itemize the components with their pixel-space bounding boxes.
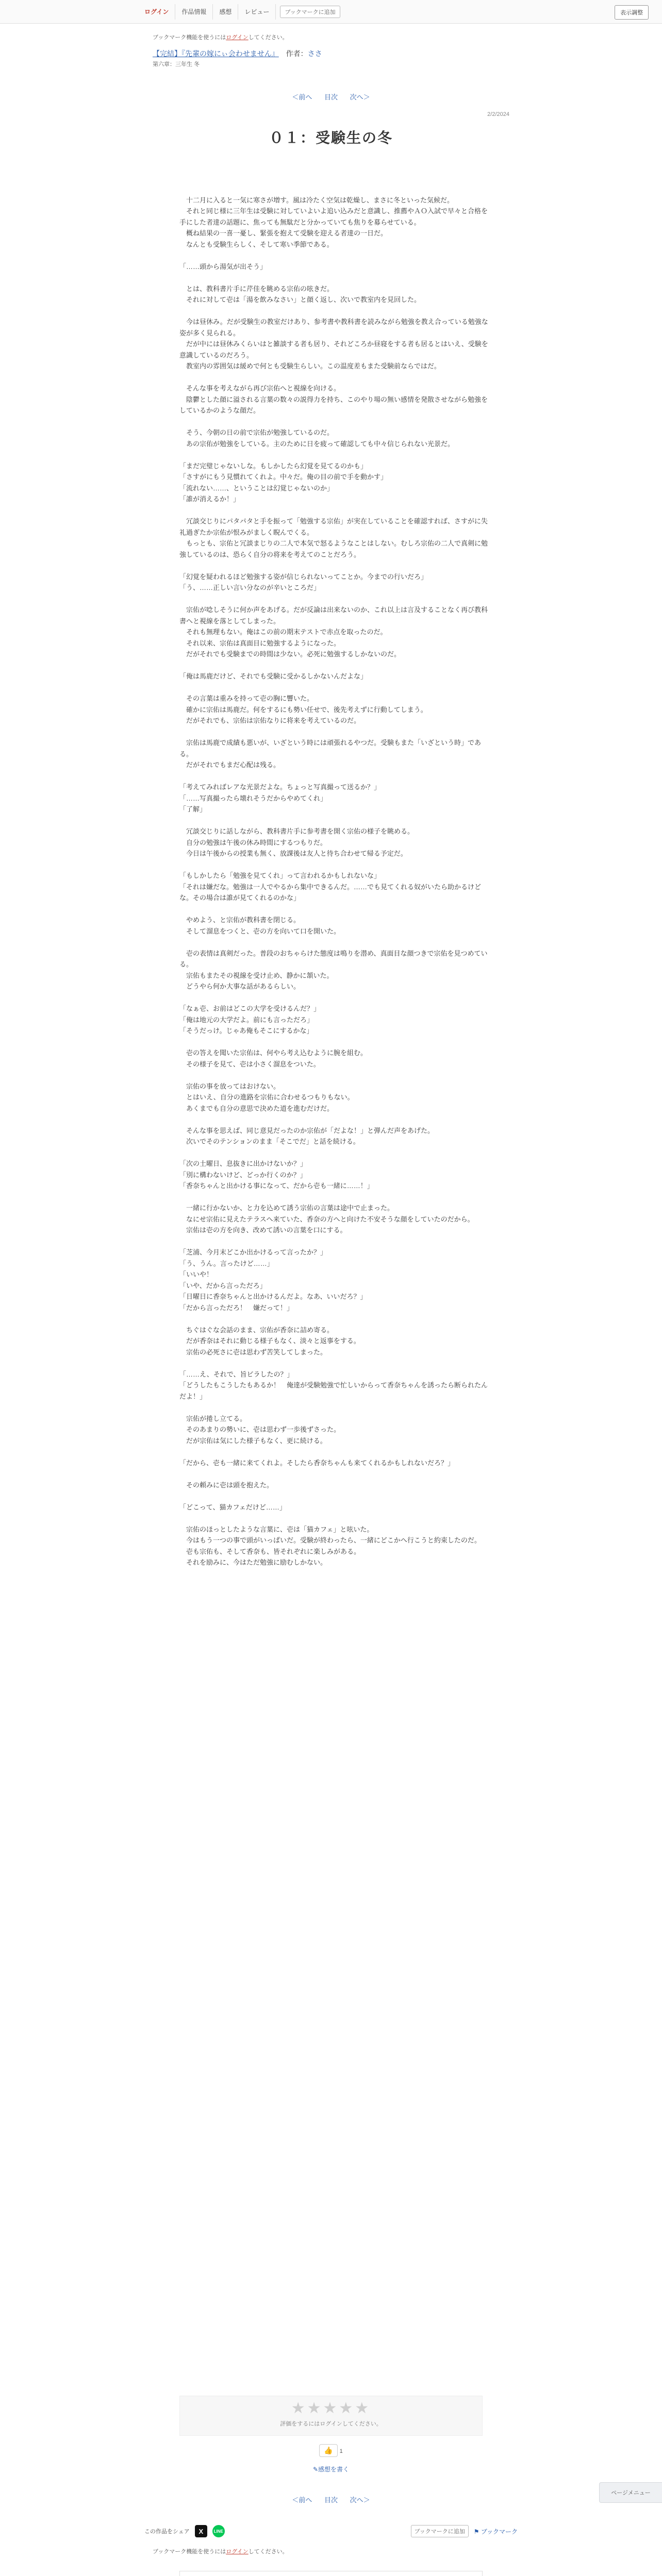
chapter-breadcrumb: 第六章：三年生 冬: [153, 61, 200, 67]
body-paragraph: 壱の答えを聞いた宗佑は、何やら考え込むように腕を組む。: [179, 1049, 368, 1057]
nav-impressions[interactable]: 感想: [213, 4, 238, 20]
nav-work-info[interactable]: 作品情報: [175, 4, 213, 20]
body-paragraph: [179, 937, 489, 948]
body-paragraph: それに対して壱は「湯を飲みなさい」と顔く返し、次いで教室内を見回した。: [179, 296, 421, 303]
body-paragraph: [179, 1490, 489, 1502]
pencil-icon: ✎: [312, 2466, 319, 2473]
body-paragraph: [179, 372, 489, 383]
body-paragraph: [179, 1313, 489, 1325]
work-heading: [153, 48, 322, 59]
body-paragraph: 次いでそのテンションのまま「そこでだ」と話を続ける。: [179, 1138, 360, 1145]
like-area: [0, 2444, 662, 2457]
body-paragraph: 「まだ完璧じゃないしな。もしかしたら幻覚を見てるのかも」: [179, 462, 368, 470]
pager-top: [0, 92, 662, 101]
body-paragraph: 宗佑のほっとしたような言葉に、壱は「猫カフェ」と呟いた。: [179, 1525, 374, 1533]
body-paragraph: それ以来、宗佑は真面目に勉強するようになった。: [179, 639, 341, 647]
bookmark-login-link[interactable]: ログイン: [226, 35, 249, 41]
bookmark-add-button[interactable]: ブックマークに追加: [280, 6, 340, 18]
body-paragraph: とはいえ、自分の進路を宗佑に合わせるつもりもない。: [179, 1093, 354, 1101]
body-paragraph: [179, 594, 489, 605]
line-share-icon[interactable]: LINE: [212, 2525, 225, 2537]
body-paragraph: あくまでも自分の意思で決めた道を進むだけだ。: [179, 1104, 334, 1112]
body-paragraph: [179, 771, 489, 782]
bookmark-login-note-bottom: ブックマーク機能を使うにはログインしてください。: [153, 2549, 288, 2555]
body-paragraph: 「了解」: [179, 805, 207, 813]
body-paragraph: 今は昼休み。だが受験生の教室だけあり、参考書や教科書を読みながら勉強を教え合っている勉強な姿が多く見られる。: [179, 318, 488, 337]
body-paragraph: もっとも、宗佑と冗談まじりの二人で本気で怒るようなことはしない。むしろ宗佑の二人で真剣に勉強しているのは、恐らく自分の将来を考えてのことだろう。: [179, 539, 488, 558]
body-paragraph: [179, 859, 489, 871]
body-paragraph: だがそれでもまだ心配は残る。: [179, 761, 280, 769]
body-paragraph: 「流れない……、ということは幻覚じゃないのか」: [179, 484, 334, 492]
body-paragraph: [179, 1468, 489, 1480]
body-paragraph: [179, 1358, 489, 1369]
body-paragraph: 「そうだっけ。じゃあ俺もそこにするかな」: [179, 1027, 313, 1035]
body-paragraph: そのあまりの勢いに、壱は思わず一歩後ずさった。: [179, 1426, 341, 1433]
body-paragraph: [179, 726, 489, 738]
rating-hint: 評価をするにはログインしてください。: [280, 2421, 382, 2427]
episode-date: 2/2/2024: [487, 111, 509, 117]
body-paragraph: 十二月に入ると一気に寒さが増す。風は冷たく空気は乾燥し、まさに冬といった気候だ。: [179, 196, 454, 204]
body-paragraph: その様子を見て、壱は小さく溜息をついた。: [179, 1060, 320, 1068]
body-paragraph: 宗佑は壱の方を向き、改めて誘いの言葉を口にする。: [179, 1226, 347, 1234]
body-paragraph: そう、今朝の日の前で宗佑が勉強しているのだ。: [179, 429, 334, 436]
body-paragraph: なにせ宗佑に見えたテラスへ来ていた、香奈の方へと向けた不安そうな顔をしていたのだから。: [179, 1215, 474, 1223]
body-paragraph: 自分の勉強は午後の休み時間にするつもりだ。: [179, 838, 327, 846]
body-paragraph: ちぐはぐな会話のまま、宗佑が香奈に詰め寄る。: [179, 1326, 334, 1334]
top-bar: [0, 0, 662, 24]
page-menu-tab[interactable]: ページメニュー: [599, 2482, 662, 2503]
body-paragraph: [179, 1147, 489, 1159]
body-paragraph: そんな事を思えば、同じ意見だったのか宗佑が「だよな！」と弾んだ声をあげた。: [179, 1126, 435, 1134]
body-paragraph: 「さすがにもう見慣れてくれよ。中々だ。俺の目の前で手を動かす」: [179, 473, 388, 481]
chapter-title: ０１：受験生の冬: [269, 130, 393, 146]
body-paragraph: 「誰が消えるか！」: [179, 495, 240, 503]
body-paragraph: [179, 1192, 489, 1203]
body-paragraph: そして溜息をつくと、壱の方を向いて口を開いた。: [179, 927, 341, 935]
rating-box: [179, 2396, 483, 2436]
body-paragraph: [179, 1114, 489, 1125]
body-paragraph: その言葉は重みを持って壱の胸に響いた。: [179, 694, 314, 702]
body-paragraph: 宗佑の必死さに壱は思わず苦笑してしまった。: [179, 1348, 327, 1356]
body-paragraph: 「もしかしたら「勉強を見てくれ」って言われるかもしれないな」: [179, 872, 381, 879]
body-paragraph: 「う、……正しい言い分なのが辛いところだ」: [179, 584, 321, 591]
body-paragraph: [179, 272, 489, 283]
impressions-heading: [180, 2571, 482, 2576]
bookmark-icon: ⚑: [473, 2528, 481, 2535]
body-paragraph: 「……頭から湯気が出そう」: [179, 262, 267, 270]
body-paragraph: 宗佑の事を放ってはおけない。: [179, 1082, 280, 1090]
body-paragraph: 確かに宗佑は馬鹿だ。何をするにも勢い任せで、後先考えずに行動してしまう。: [179, 705, 427, 714]
bookmark-add-button-bottom[interactable]: ブックマークに追加: [411, 2525, 469, 2537]
body-paragraph: 概ね結果の一喜一憂し、緊張を抱えて受験を迎える者達の一日だ。: [179, 229, 388, 237]
body-paragraph: 今はもう一つの事で頭がいっぱいだ。受験が終わったら、一緒にどこかへ行こうと約束したのだ。: [179, 1536, 481, 1544]
like-count: 1: [339, 2448, 343, 2454]
body-paragraph: [179, 449, 489, 461]
body-paragraph: そんな事を考えながら再び宗佑へと視線を向ける。: [179, 384, 341, 392]
body-paragraph: 「う、うん。言ったけど……」: [179, 1259, 274, 1267]
body-paragraph: [179, 306, 489, 317]
body-paragraph: それと同じ様に三年生は受験に対していよいよ追い込みだと意識し、推薦やＡＯ入試で早々と合格を手にした者達の話題に、焦っても無駄だと分かっていても焦りを募らせている。: [179, 207, 488, 226]
body-paragraph: なんとも受験生らしく、そして寒い季節である。: [179, 240, 334, 248]
next-link-bottom[interactable]: 次へ＞: [350, 2496, 370, 2504]
body-paragraph: [179, 1236, 489, 1247]
body-paragraph: [179, 1037, 489, 1048]
body-paragraph: [179, 183, 489, 195]
body-paragraph: 「どこって、猫カフェだけど……」: [179, 1503, 286, 1511]
body-paragraph: 宗佑もまたその視線を受け止め、静かに頷いた。: [179, 971, 334, 979]
body-paragraph: 「いいや！: [179, 1270, 213, 1278]
body-paragraph: 宗佑が捲し立てる。: [179, 1414, 247, 1422]
body-paragraph: 壱の表情は真剣だった。普段のおちゃらけた態度は鳴りを潜め、真面目な顔つきで宗佑を見つめている。: [179, 949, 488, 968]
body-paragraph: どうやら何か大事な話があるらしい。: [179, 982, 301, 990]
bookmark-link[interactable]: ⚑ ブックマーク: [473, 2528, 518, 2535]
author-info: 作者：ささ: [286, 49, 322, 58]
body-paragraph: [179, 815, 489, 826]
bookmark-login-link-bottom[interactable]: ログイン: [226, 2549, 249, 2555]
body-paragraph: 「だから言っただろ！ 嫌だって！」: [179, 1303, 294, 1312]
body-paragraph: 「なぁ壱、お前はどこの大学を受けるんだ？」: [179, 1005, 321, 1012]
body-paragraph: [179, 992, 489, 1004]
nav-login[interactable]: ログイン: [144, 4, 175, 20]
bookmark-login-note: ブックマーク機能を使うにはログインしてください。: [153, 35, 288, 41]
toc-link[interactable]: 目次: [324, 93, 338, 101]
body-paragraph: 陰鬱とした顔に溢される言葉の数々の説得力を持ち、このやり場の無い感情を発散させながら勉強をしているかのような顔だ。: [179, 395, 488, 414]
body-paragraph: 今日は午後からの授業も無く、放課後は友人と待ち合わせて帰る予定だ。: [179, 850, 407, 857]
body-paragraph: だが香奈はそれに動じる様子もなく、淡々と返事をする。: [179, 1337, 360, 1345]
pager-bottom: [0, 2495, 662, 2504]
body-paragraph: それも無理もない。俺はこの前の期末テストで赤点を取ったのだ。: [179, 628, 387, 636]
body-paragraph: 「日曜日に香奈ちゃんと出かけるんだよ。なあ、いいだろ？」: [179, 1293, 367, 1300]
body-paragraph: だがそれでも受験までの時間は少ない。必死に勉強するしかないのだ。: [179, 650, 401, 658]
body-paragraph: 壱も宗佑も、そして香奈も、皆それぞれに楽しみがある。: [179, 1547, 361, 1555]
body-paragraph: [179, 560, 489, 571]
latest-impressions: [179, 2571, 483, 2576]
like-button[interactable]: [319, 2444, 337, 2457]
body-paragraph: 冗談交じりにパタパタと手を振って「勉強する宗佑」が実在していることを確認すれば、さすがに失礼過ぎたか宗佑が恨みがましく睨んでくる。: [179, 517, 488, 536]
body-paragraph: [179, 1070, 489, 1081]
body-paragraph: 冗談交じりに話しながら、教科書片手に参考書を開く宗佑の様子を眺める。: [179, 827, 415, 835]
body-paragraph: 「考えてみればレアな光景だよな。ちょっと写真撮って送るか？」: [179, 783, 381, 791]
body-paragraph: [179, 904, 489, 915]
top-nav: [144, 4, 518, 20]
body-paragraph: その頼みに壱は頭を抱えた。: [179, 1481, 274, 1489]
body-paragraph: だがそれでも、宗佑は宗佑なりに将来を考えているのだ。: [179, 717, 361, 724]
body-paragraph: やめよう、と宗佑が教科書を閉じる。: [179, 916, 301, 924]
body-paragraph: [179, 416, 489, 428]
body-paragraph: 「香奈ちゃんと出かける事になって、だから壱も一緒に……！」: [179, 1182, 374, 1190]
work-title-link[interactable]: 【完結】『先輩の嫁にぃ会わせません』: [153, 49, 279, 58]
novel-body: [179, 183, 489, 1568]
write-impression-link[interactable]: ✎感想を書く: [312, 2466, 350, 2473]
toc-link-bottom[interactable]: 目次: [324, 2496, 338, 2504]
body-paragraph: あの宗佑が勉強をしている。主のために日を疲って確認しても中々信じられない光景だ。: [179, 439, 455, 448]
body-paragraph: だが中には昼休みくらいはと雑談する者も居り、それどころか昼寝をする者も居るとはいえ、受験を意識しているのだろう。: [179, 340, 488, 359]
x-share-icon[interactable]: X: [195, 2525, 207, 2537]
body-paragraph: 「幻覚を疑われるほど勉強する姿が信じられないってことか。今までの行いだろ」: [179, 572, 428, 581]
body-paragraph: とは、教科書片手に芹佳を眺める宗佑の呟きだ。: [179, 284, 334, 293]
body-paragraph: [179, 682, 489, 693]
next-link[interactable]: 次へ＞: [350, 93, 370, 101]
body-paragraph: 「……写真撮ったら壊れそうだからやめてくれ」: [179, 794, 327, 802]
body-paragraph: 「いや、だから言っただろ」: [179, 1281, 267, 1290]
body-paragraph: 「俺は地元の大学だよ。前にも言っただろ」: [179, 1015, 314, 1024]
rating-stars[interactable]: ★★★★★: [291, 2400, 371, 2417]
body-paragraph: 「芝浦、今月末どこか出かけるって言ったか？」: [179, 1248, 327, 1256]
prev-link-bottom[interactable]: ＜前へ: [292, 2496, 312, 2504]
share-label: この作品をシェア: [144, 2529, 190, 2535]
body-paragraph: だが宗佑は気にした様子もなく、更に続ける。: [179, 1436, 327, 1445]
nav-reviews[interactable]: レビュー: [238, 4, 276, 20]
body-paragraph: 宗佑は馬鹿で成績も悪いが、いざという時には頑張れるやつだ。受験もまた「いざという時」である。: [179, 739, 482, 758]
body-paragraph: [179, 1513, 489, 1524]
body-paragraph: それを励みに、今はただ勉強に励むしかない。: [179, 1558, 327, 1566]
thumbs-up-icon: 👍: [324, 2446, 333, 2454]
body-paragraph: [179, 1402, 489, 1413]
body-paragraph: 宗佑が唸しそうに何か声をあげる。だが反論は出来ないのか、これ以上は言及することなく再び教科書へと視線を落としてしまった。: [179, 606, 488, 625]
display-settings-button[interactable]: 表示調整: [615, 5, 649, 20]
body-paragraph: 「次の土曜日、息抜きに出かけないか？」: [179, 1160, 307, 1167]
body-paragraph: 教室内の雰囲気は緩めで何とも受験生らしい。この温度差もまた受験前ならではだ。: [179, 362, 441, 370]
body-paragraph: [179, 505, 489, 516]
body-paragraph: 「……え、それで、旨ビラしたの？」: [179, 1370, 294, 1378]
body-paragraph: 「別に構わないけど、どっか行くのか？」: [179, 1171, 307, 1179]
body-paragraph: 「どうしたもこうしたもあるか！ 俺達が受験勉強で忙しいからって香奈ちゃんを誘ったら断られたんだよ！」: [179, 1381, 488, 1400]
prev-link[interactable]: ＜前へ: [292, 93, 312, 101]
body-paragraph: [179, 660, 489, 671]
body-paragraph: 「だから、壱も一緒に来てくれよ。そしたら香奈ちゃんも来てくれるかもしれないだろ？」: [179, 1459, 455, 1467]
author-link[interactable]: ささ: [307, 49, 322, 58]
body-paragraph: 「それは嫌だな。勉強は一人でやるから集中できるんだ。……でも見てくれる奴がいたら助かるけどな。その場合は誰が見てくれるのかな」: [179, 883, 482, 902]
share-row: [144, 2523, 518, 2539]
body-paragraph: [179, 1446, 489, 1458]
body-paragraph: 「俺は馬鹿だけど、それでも受験に受かるしかないんだよな」: [179, 672, 368, 680]
body-paragraph: [179, 250, 489, 261]
body-paragraph: 一緒に行かないか、と力を込めて誘う宗佑の言葉は途中で止まった。: [179, 1204, 394, 1212]
